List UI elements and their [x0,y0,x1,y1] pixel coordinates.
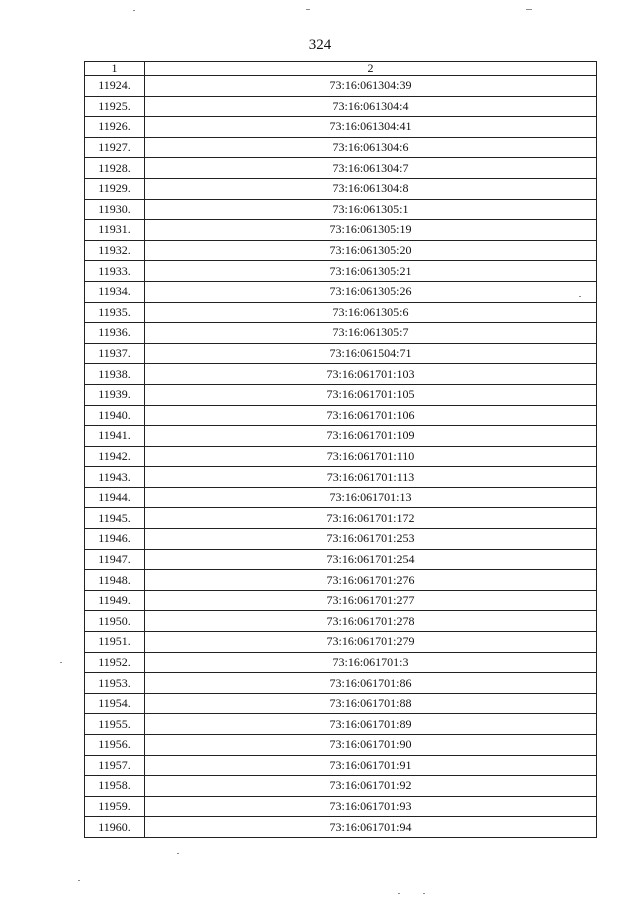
cadastral-number-cell: 73:16:061701:276 [145,570,597,591]
table-row [85,96,597,117]
scan-speck [60,662,62,663]
table-row [85,611,597,632]
table-row [85,178,597,199]
row-number-cell: 11925. [85,96,145,117]
row-number-cell: 11934. [85,281,145,302]
cadastral-number-cell: 73:16:061305:6 [145,302,597,323]
scan-speck [423,893,425,894]
row-number-cell: 11930. [85,199,145,220]
row-number-cell: 11957. [85,755,145,776]
table-header-row [85,62,597,76]
row-number-cell: 11955. [85,714,145,735]
cadastral-number-cell: 73:16:061504:71 [145,343,597,364]
cadastral-number-cell: 73:16:061701:3 [145,652,597,673]
table-row [85,735,597,756]
cadastral-number-cell: 73:16:061304:41 [145,117,597,138]
cadastral-number-cell: 73:16:061305:21 [145,261,597,282]
table-row [85,755,597,776]
row-number-cell: 11950. [85,611,145,632]
table-row [85,529,597,550]
row-number-cell: 11945. [85,508,145,529]
table-row [85,632,597,653]
cadastral-number-cell: 73:16:061701:106 [145,405,597,426]
cadastral-number-cell: 73:16:061701:110 [145,446,597,467]
scan-speck [398,893,400,894]
scan-speck [133,10,135,11]
cadastral-number-cell: 73:16:061701:278 [145,611,597,632]
row-number-cell: 11933. [85,261,145,282]
cadastral-number-cell: 73:16:061701:103 [145,364,597,385]
cadastral-number-cell: 73:16:061305:20 [145,240,597,261]
row-number-cell: 11959. [85,796,145,817]
cadastral-number-cell: 73:16:061701:172 [145,508,597,529]
row-number-cell: 11956. [85,735,145,756]
cadastral-number-cell: 73:16:061305:1 [145,199,597,220]
cadastral-number-table [84,61,597,838]
table-row [85,76,597,97]
row-number-cell: 11960. [85,817,145,838]
table-row [85,652,597,673]
table-row [85,343,597,364]
row-number-cell: 11931. [85,220,145,241]
row-number-cell: 11942. [85,446,145,467]
row-number-cell: 11951. [85,632,145,653]
cadastral-number-cell: 73:16:061305:26 [145,281,597,302]
cadastral-number-cell: 73:16:061701:86 [145,673,597,694]
cadastral-number-cell: 73:16:061701:279 [145,632,597,653]
table-row [85,364,597,385]
row-number-cell: 11932. [85,240,145,261]
table-row [85,199,597,220]
table-row [85,281,597,302]
cadastral-number-cell: 73:16:061304:4 [145,96,597,117]
row-number-cell: 11943. [85,467,145,488]
row-number-cell: 11949. [85,590,145,611]
table-row [85,302,597,323]
row-number-cell: 11944. [85,487,145,508]
scan-speck [78,880,80,881]
row-number-cell: 11954. [85,693,145,714]
row-number-cell: 11937. [85,343,145,364]
row-number-cell: 11947. [85,549,145,570]
scan-speck [306,9,310,10]
row-number-cell: 11940. [85,405,145,426]
column-header-1: 1 [85,62,145,76]
table-row [85,776,597,797]
cadastral-number-cell: 73:16:061701:253 [145,529,597,550]
cadastral-number-cell: 73:16:061701:13 [145,487,597,508]
table-row [85,714,597,735]
table-row [85,817,597,838]
cadastral-number-cell: 73:16:061701:254 [145,549,597,570]
row-number-cell: 11941. [85,426,145,447]
row-number-cell: 11946. [85,529,145,550]
table-row [85,549,597,570]
row-number-cell: 11929. [85,178,145,199]
row-number-cell: 11952. [85,652,145,673]
table-row [85,384,597,405]
row-number-cell: 11935. [85,302,145,323]
cadastral-number-cell: 73:16:061701:90 [145,735,597,756]
row-number-cell: 11924. [85,76,145,97]
row-number-cell: 11936. [85,323,145,344]
table-row [85,693,597,714]
scan-speck [526,9,532,10]
table-row [85,323,597,344]
cadastral-number-cell: 73:16:061305:7 [145,323,597,344]
cadastral-number-cell: 73:16:061701:105 [145,384,597,405]
table-row [85,508,597,529]
row-number-cell: 11938. [85,364,145,385]
table-row [85,673,597,694]
table-row [85,426,597,447]
row-number-cell: 11939. [85,384,145,405]
cadastral-number-cell: 73:16:061701:93 [145,796,597,817]
cadastral-number-cell: 73:16:061304:7 [145,158,597,179]
cadastral-number-cell: 73:16:061305:19 [145,220,597,241]
cadastral-number-cell: 73:16:061701:92 [145,776,597,797]
table-row [85,220,597,241]
cadastral-number-cell: 73:16:061701:277 [145,590,597,611]
table-row [85,137,597,158]
table-row [85,240,597,261]
table-row [85,261,597,282]
row-number-cell: 11926. [85,117,145,138]
row-number-cell: 11928. [85,158,145,179]
table-row [85,467,597,488]
page-number: 324 [308,37,332,53]
cadastral-number-cell: 73:16:061701:88 [145,693,597,714]
scan-speck [177,853,179,854]
cadastral-number-cell: 73:16:061304:6 [145,137,597,158]
column-header-2: 2 [145,62,597,76]
cadastral-number-cell: 73:16:061701:94 [145,817,597,838]
cadastral-number-cell: 73:16:061701:91 [145,755,597,776]
table-row [85,446,597,467]
table-row [85,487,597,508]
row-number-cell: 11927. [85,137,145,158]
table-row [85,570,597,591]
table-row [85,405,597,426]
table-row [85,117,597,138]
table-row [85,590,597,611]
cadastral-number-cell: 73:16:061304:39 [145,76,597,97]
row-number-cell: 11958. [85,776,145,797]
row-number-cell: 11948. [85,570,145,591]
cadastral-number-cell: 73:16:061701:89 [145,714,597,735]
cadastral-number-cell: 73:16:061701:109 [145,426,597,447]
table-row [85,158,597,179]
row-number-cell: 11953. [85,673,145,694]
cadastral-number-cell: 73:16:061304:8 [145,178,597,199]
cadastral-number-cell: 73:16:061701:113 [145,467,597,488]
table-row [85,796,597,817]
